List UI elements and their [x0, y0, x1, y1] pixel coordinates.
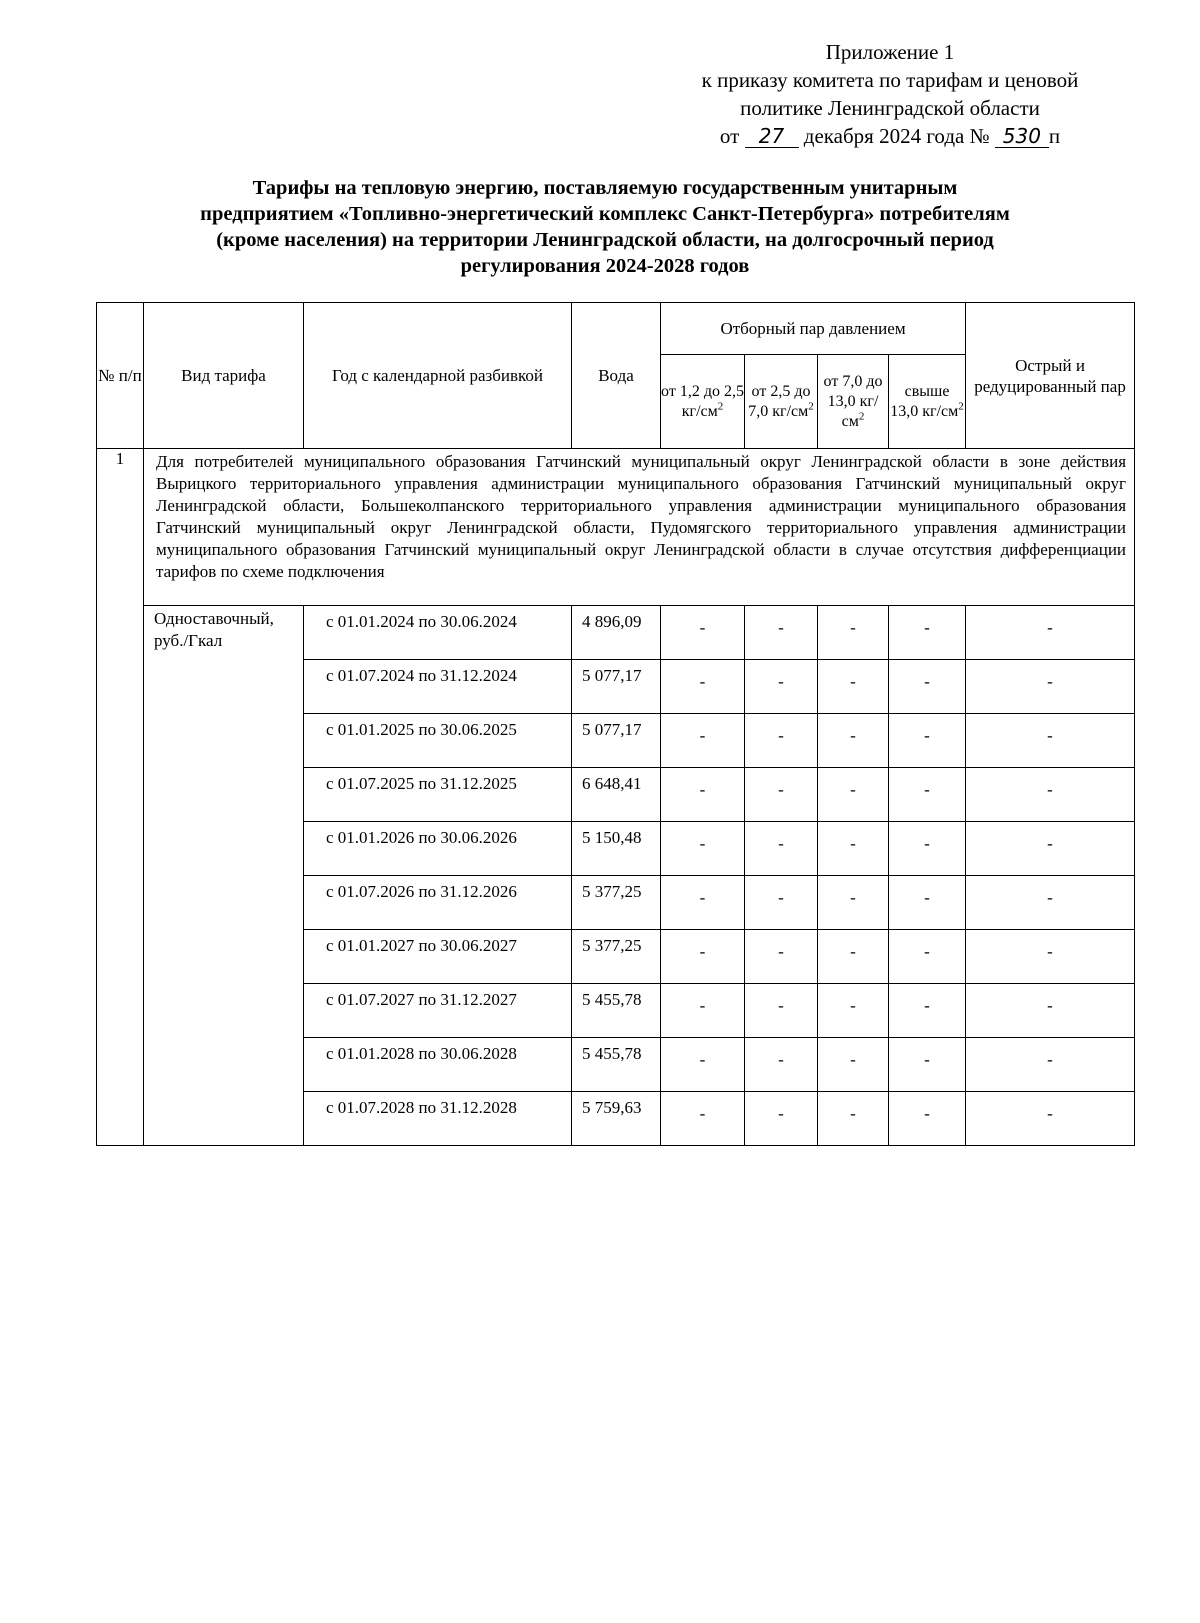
- water-value: 5 077,17: [572, 714, 661, 768]
- sharp-steam-value: -: [966, 876, 1135, 930]
- handwritten-day: 27: [745, 125, 799, 148]
- steam-4-value: -: [889, 1092, 966, 1146]
- steam-4-value: -: [889, 768, 966, 822]
- appendix-title: Приложение 1: [825, 40, 955, 64]
- steam-2-value: -: [745, 1038, 818, 1092]
- date-text: декабря 2024 года №: [803, 124, 990, 148]
- title-line-3: (кроме населения) на территории Ленинградской области, на долгосрочный период: [216, 229, 994, 251]
- steam-3-value: -: [818, 606, 889, 660]
- steam-3-value: -: [818, 714, 889, 768]
- tariff-table: [96, 302, 1135, 1146]
- steam-4-value: -: [889, 822, 966, 876]
- steam-2-value: -: [745, 606, 818, 660]
- sharp-steam-value: -: [966, 768, 1135, 822]
- steam-1-value: -: [661, 768, 745, 822]
- order-suffix: п: [1048, 124, 1061, 148]
- steam-1-value: -: [661, 984, 745, 1038]
- sharp-steam-value: -: [966, 1038, 1135, 1092]
- steam-4-value: -: [889, 660, 966, 714]
- period-cell: с 01.07.2026 по 31.12.2026: [304, 876, 572, 930]
- steam-1-value: -: [661, 930, 745, 984]
- header-steam-2: от 2,5 до 7,0 $кг/см^2$: [745, 355, 818, 449]
- header-steam-group: Отборный пар давлением: [661, 303, 966, 355]
- section-description: Для потребителей муниципального образования Гатчинский муниципальный округ Ленинградской области в зоне действия Вырицкого территориального управления администрации муниципального образования Гатчинский муниципальный округ Ленинградской области, Большеколпанского территориального управления администрации муниципального образования Гатчинский муниципальный округ Ленинградской области, Пудомягского территориального управления администрации муниципального образования Гатчинский муниципальный округ Ленинградской области в случае отсутствия дифференциации тарифов по схеме подключения: [144, 449, 1135, 606]
- sharp-steam-value: -: [966, 714, 1135, 768]
- sharp-steam-value: -: [966, 606, 1135, 660]
- period-cell: с 01.01.2027 по 30.06.2027: [304, 930, 572, 984]
- steam-3-value: -: [818, 1038, 889, 1092]
- appendix-header: [640, 38, 1140, 150]
- period-cell: с 01.07.2025 по 31.12.2025: [304, 768, 572, 822]
- steam-4-value: -: [889, 1038, 966, 1092]
- header-steam-3: от 7,0 до 13,0 $кг/см^2$: [818, 355, 889, 449]
- period-cell: с 01.07.2028 по 31.12.2028: [304, 1092, 572, 1146]
- sharp-steam-value: -: [966, 930, 1135, 984]
- water-value: 5 377,25: [572, 876, 661, 930]
- period-cell: с 01.01.2025 по 30.06.2025: [304, 714, 572, 768]
- header-water: Вода: [572, 303, 661, 449]
- steam-4-value: -: [889, 984, 966, 1038]
- steam-3-value: -: [818, 930, 889, 984]
- steam-2-value: -: [745, 768, 818, 822]
- date-prefix: от: [719, 124, 740, 148]
- header-steam-1: от 1,2 до 2,5 $кг/см^2$: [661, 355, 745, 449]
- water-value: 4 896,09: [572, 606, 661, 660]
- steam-2-value: -: [745, 984, 818, 1038]
- header-tariff-type: Вид тарифа: [144, 303, 304, 449]
- header-sharp-steam: Острый и редуцированный пар: [966, 303, 1135, 449]
- steam-4-value: -: [889, 606, 966, 660]
- steam-3-value: -: [818, 822, 889, 876]
- water-value: 5 150,48: [572, 822, 661, 876]
- water-value: 6 648,41: [572, 768, 661, 822]
- steam-1-value: -: [661, 1038, 745, 1092]
- header-number: № п/п: [97, 303, 144, 449]
- steam-3-value: -: [818, 660, 889, 714]
- steam-2-value: -: [745, 1092, 818, 1146]
- appendix-line-committee: политике Ленинградской области: [740, 96, 1040, 120]
- period-cell: с 01.01.2028 по 30.06.2028: [304, 1038, 572, 1092]
- steam-2-value: -: [745, 930, 818, 984]
- steam-3-value: -: [818, 984, 889, 1038]
- steam-1-value: -: [661, 660, 745, 714]
- water-value: 5 455,78: [572, 984, 661, 1038]
- period-cell: с 01.07.2027 по 31.12.2027: [304, 984, 572, 1038]
- steam-3-value: -: [818, 876, 889, 930]
- tariff-type-cell: Одноставочный, руб./Гкал: [144, 606, 304, 1146]
- steam-4-value: -: [889, 930, 966, 984]
- steam-2-value: -: [745, 822, 818, 876]
- table-row: [97, 606, 1135, 660]
- appendix-line-order: к приказу комитета по тарифам и ценовой: [701, 68, 1079, 92]
- period-cell: с 01.01.2026 по 30.06.2026: [304, 822, 572, 876]
- steam-4-value: -: [889, 876, 966, 930]
- sharp-steam-value: -: [966, 822, 1135, 876]
- steam-1-value: -: [661, 714, 745, 768]
- title-line-1: Тарифы на тепловую энергию, поставляемую государственным унитарным: [252, 177, 958, 199]
- water-value: 5 377,25: [572, 930, 661, 984]
- steam-2-value: -: [745, 714, 818, 768]
- sharp-steam-value: -: [966, 984, 1135, 1038]
- appendix-date-line: [640, 122, 1140, 150]
- period-cell: с 01.07.2024 по 31.12.2024: [304, 660, 572, 714]
- water-value: 5 077,17: [572, 660, 661, 714]
- title-line-4: регулирования 2024-2028 годов: [460, 255, 750, 277]
- steam-1-value: -: [661, 822, 745, 876]
- document-title: [110, 175, 1100, 279]
- steam-1-value: -: [661, 876, 745, 930]
- sharp-steam-value: -: [966, 1092, 1135, 1146]
- steam-4-value: -: [889, 714, 966, 768]
- period-cell: с 01.01.2024 по 30.06.2024: [304, 606, 572, 660]
- sharp-steam-value: -: [966, 660, 1135, 714]
- handwritten-order-number: 530: [995, 125, 1049, 148]
- steam-1-value: -: [661, 606, 745, 660]
- header-steam-4: свыше 13,0 $кг/см^2$: [889, 355, 966, 449]
- water-value: 5 759,63: [572, 1092, 661, 1146]
- title-line-2: предприятием «Топливно-энергетический комплекс Санкт-Петербурга» потребителям: [200, 203, 1010, 225]
- steam-2-value: -: [745, 660, 818, 714]
- section-number: 1: [97, 449, 144, 1146]
- water-value: 5 455,78: [572, 1038, 661, 1092]
- steam-3-value: -: [818, 768, 889, 822]
- header-period: Год с календарной разбивкой: [304, 303, 572, 449]
- steam-3-value: -: [818, 1092, 889, 1146]
- steam-2-value: -: [745, 876, 818, 930]
- steam-1-value: -: [661, 1092, 745, 1146]
